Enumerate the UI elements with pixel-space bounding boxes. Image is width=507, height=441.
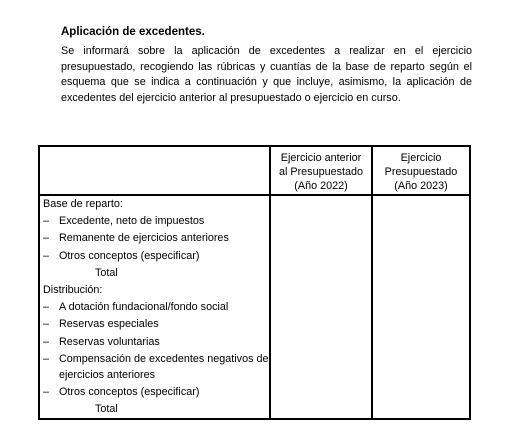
- distribution-total-label: Total: [95, 403, 118, 416]
- table-row: [43, 299, 269, 316]
- table-row: [43, 334, 269, 351]
- column-header-previous-year: Ejercicio anterior al Presupuestado (Año 2022): [278, 152, 364, 192]
- allocation-table: [38, 145, 471, 420]
- table-row: [43, 384, 269, 401]
- dash-marker: –: [43, 301, 50, 314]
- table-row: [43, 230, 269, 247]
- table-row: [43, 316, 269, 333]
- dash-marker: –: [43, 249, 50, 262]
- dash-marker: –: [43, 318, 50, 331]
- section-paragraph: Se informará sobre la aplicación de excedentes a realizar en el ejercicio presupuestado, recogiendo las rúbricas y cuantías de la base de reparto según el esquema que se indica a continuación y que incluye, asimismo, la aplicación de excedentes del ejercicio anterior al presupuestado o ejercicio en curso.: [61, 45, 472, 104]
- dash-marker: –: [43, 352, 50, 365]
- table-row: [43, 213, 269, 230]
- dash-marker: –: [43, 386, 50, 399]
- row-label: Otros conceptos (especificar): [59, 386, 200, 399]
- dash-marker: –: [43, 215, 50, 228]
- dash-marker: –: [43, 232, 50, 245]
- row-label: Remanente de ejercicios anteriores: [59, 232, 229, 245]
- column-header-budget-year: Ejercicio Presupuestado (Año 2023): [384, 152, 458, 192]
- distribution-section-label: Distribución:: [43, 284, 103, 297]
- section-heading: Aplicación de excedentes.: [61, 26, 205, 38]
- row-label: Compensación de excedentes negativos de ejercicios anteriores: [59, 352, 269, 382]
- base-total-label: Total: [95, 266, 118, 279]
- row-label: Reservas voluntarias: [59, 335, 160, 348]
- base-section-label: Base de reparto:: [43, 198, 123, 210]
- row-labels: [43, 196, 269, 419]
- table-row: [43, 351, 269, 384]
- table-row: [43, 248, 269, 265]
- row-label: Otros conceptos (especificar): [59, 249, 200, 262]
- dash-marker: –: [43, 335, 50, 348]
- row-label: A dotación fundacional/fondo social: [59, 301, 229, 314]
- row-label: Excedente, neto de impuestos: [59, 215, 205, 228]
- row-label: Reservas especiales: [59, 318, 159, 331]
